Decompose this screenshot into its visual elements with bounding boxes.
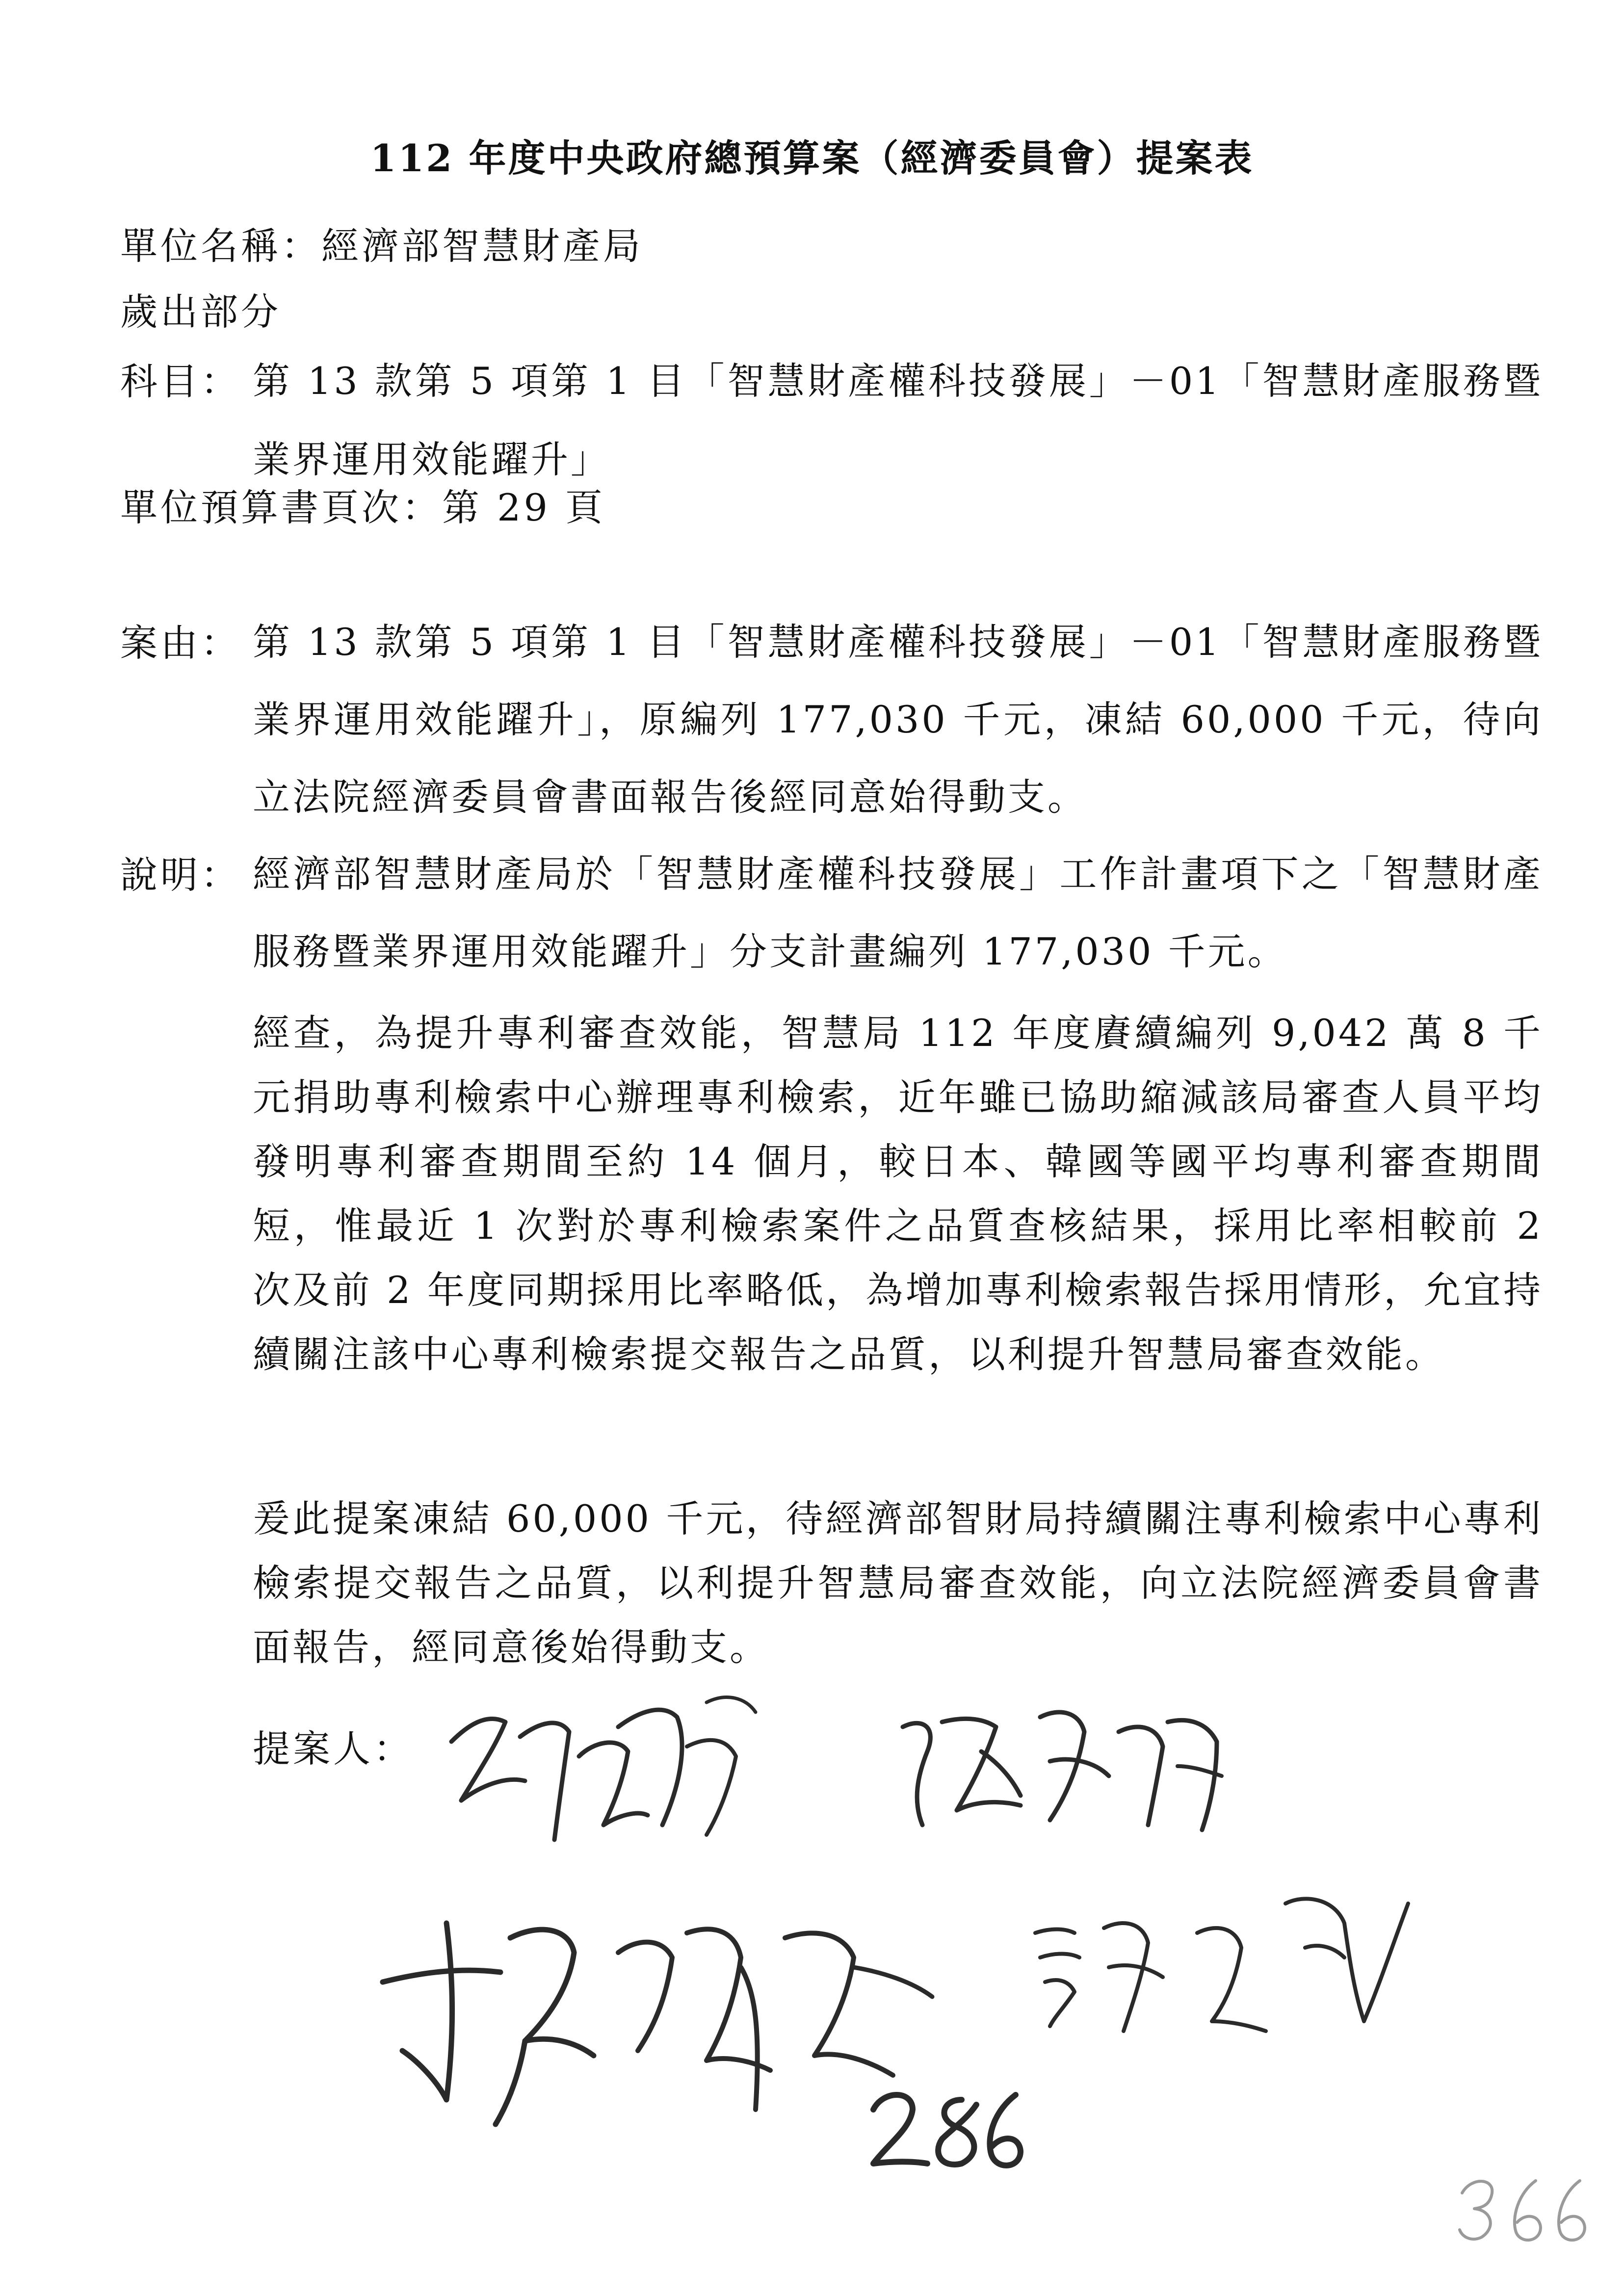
explanation-text: 經濟部智慧財產局於「智慧財產權科技發展」工作計畫項下之「智慧財產服務暨業界運用效能躍升」分支計畫編列 177,030 千元。 xyxy=(253,852,1543,973)
section-label: 歲出部分 xyxy=(120,290,281,334)
document-title: 112 年度中央政府總預算案（經濟委員會）提案表 xyxy=(370,136,1254,180)
subject-text: 第 13 款第 5 項第 1 目「智慧財產權科技發展」－01「智慧財產服務暨業界運用效能躍升」 xyxy=(253,359,1543,481)
case-label: 案由： xyxy=(120,621,241,665)
paragraph-2: 經查，為提升專利審查效能，智慧局 112 年度賡續編列 9,042 萬 8 千元捐助專利檢索中心辦理專利檢索，近年雖已協助縮減該局審查人員平均發明專利審查期間至約 14 個月，較日本、韓國等國平均專利審查期間短，惟最近 1 次對於專利檢索案件之品質查核結果，採用比率相較前 2 次及前 2 年度同期採用比率略低，為增加專利檢索報告採用情形，允宜持續關注該中心專利檢索提交報告之品質，以利提升智慧局審查效能。 xyxy=(253,1011,1543,1376)
handwritten-number xyxy=(864,2080,1030,2178)
proposer-label: 提案人： xyxy=(253,1727,414,1771)
page-number xyxy=(1447,2164,1595,2247)
paragraph-3: 爰此提案凍結 60,000 千元，待經濟部智財局持續關注專利檢索中心專利檢索提交報告之品質，以利提升智慧局審查效能，向立法院經濟委員會書面報告，經同意後始得動支。 xyxy=(253,1497,1543,1669)
handwritten-signature-2 xyxy=(883,1688,1256,1850)
unit-name: 單位名稱：經濟部智慧財產局 xyxy=(120,224,643,268)
handwritten-signature-4 xyxy=(1011,1874,1423,2051)
case-text: 第 13 款第 5 項第 1 目「智慧財產權科技發展」－01「智慧財產服務暨業界運用效能躍升」，原編列 177,030 千元，凍結 60,000 千元，待向立法院經濟委員會書面報告後經同意始得動支。 xyxy=(253,620,1543,819)
budget-page-ref: 單位預算書頁次：第 29 頁 xyxy=(120,486,606,529)
handwritten-signature-1 xyxy=(432,1683,785,1869)
subject-label: 科目： xyxy=(120,360,241,403)
explanation-label: 說明： xyxy=(120,853,241,897)
